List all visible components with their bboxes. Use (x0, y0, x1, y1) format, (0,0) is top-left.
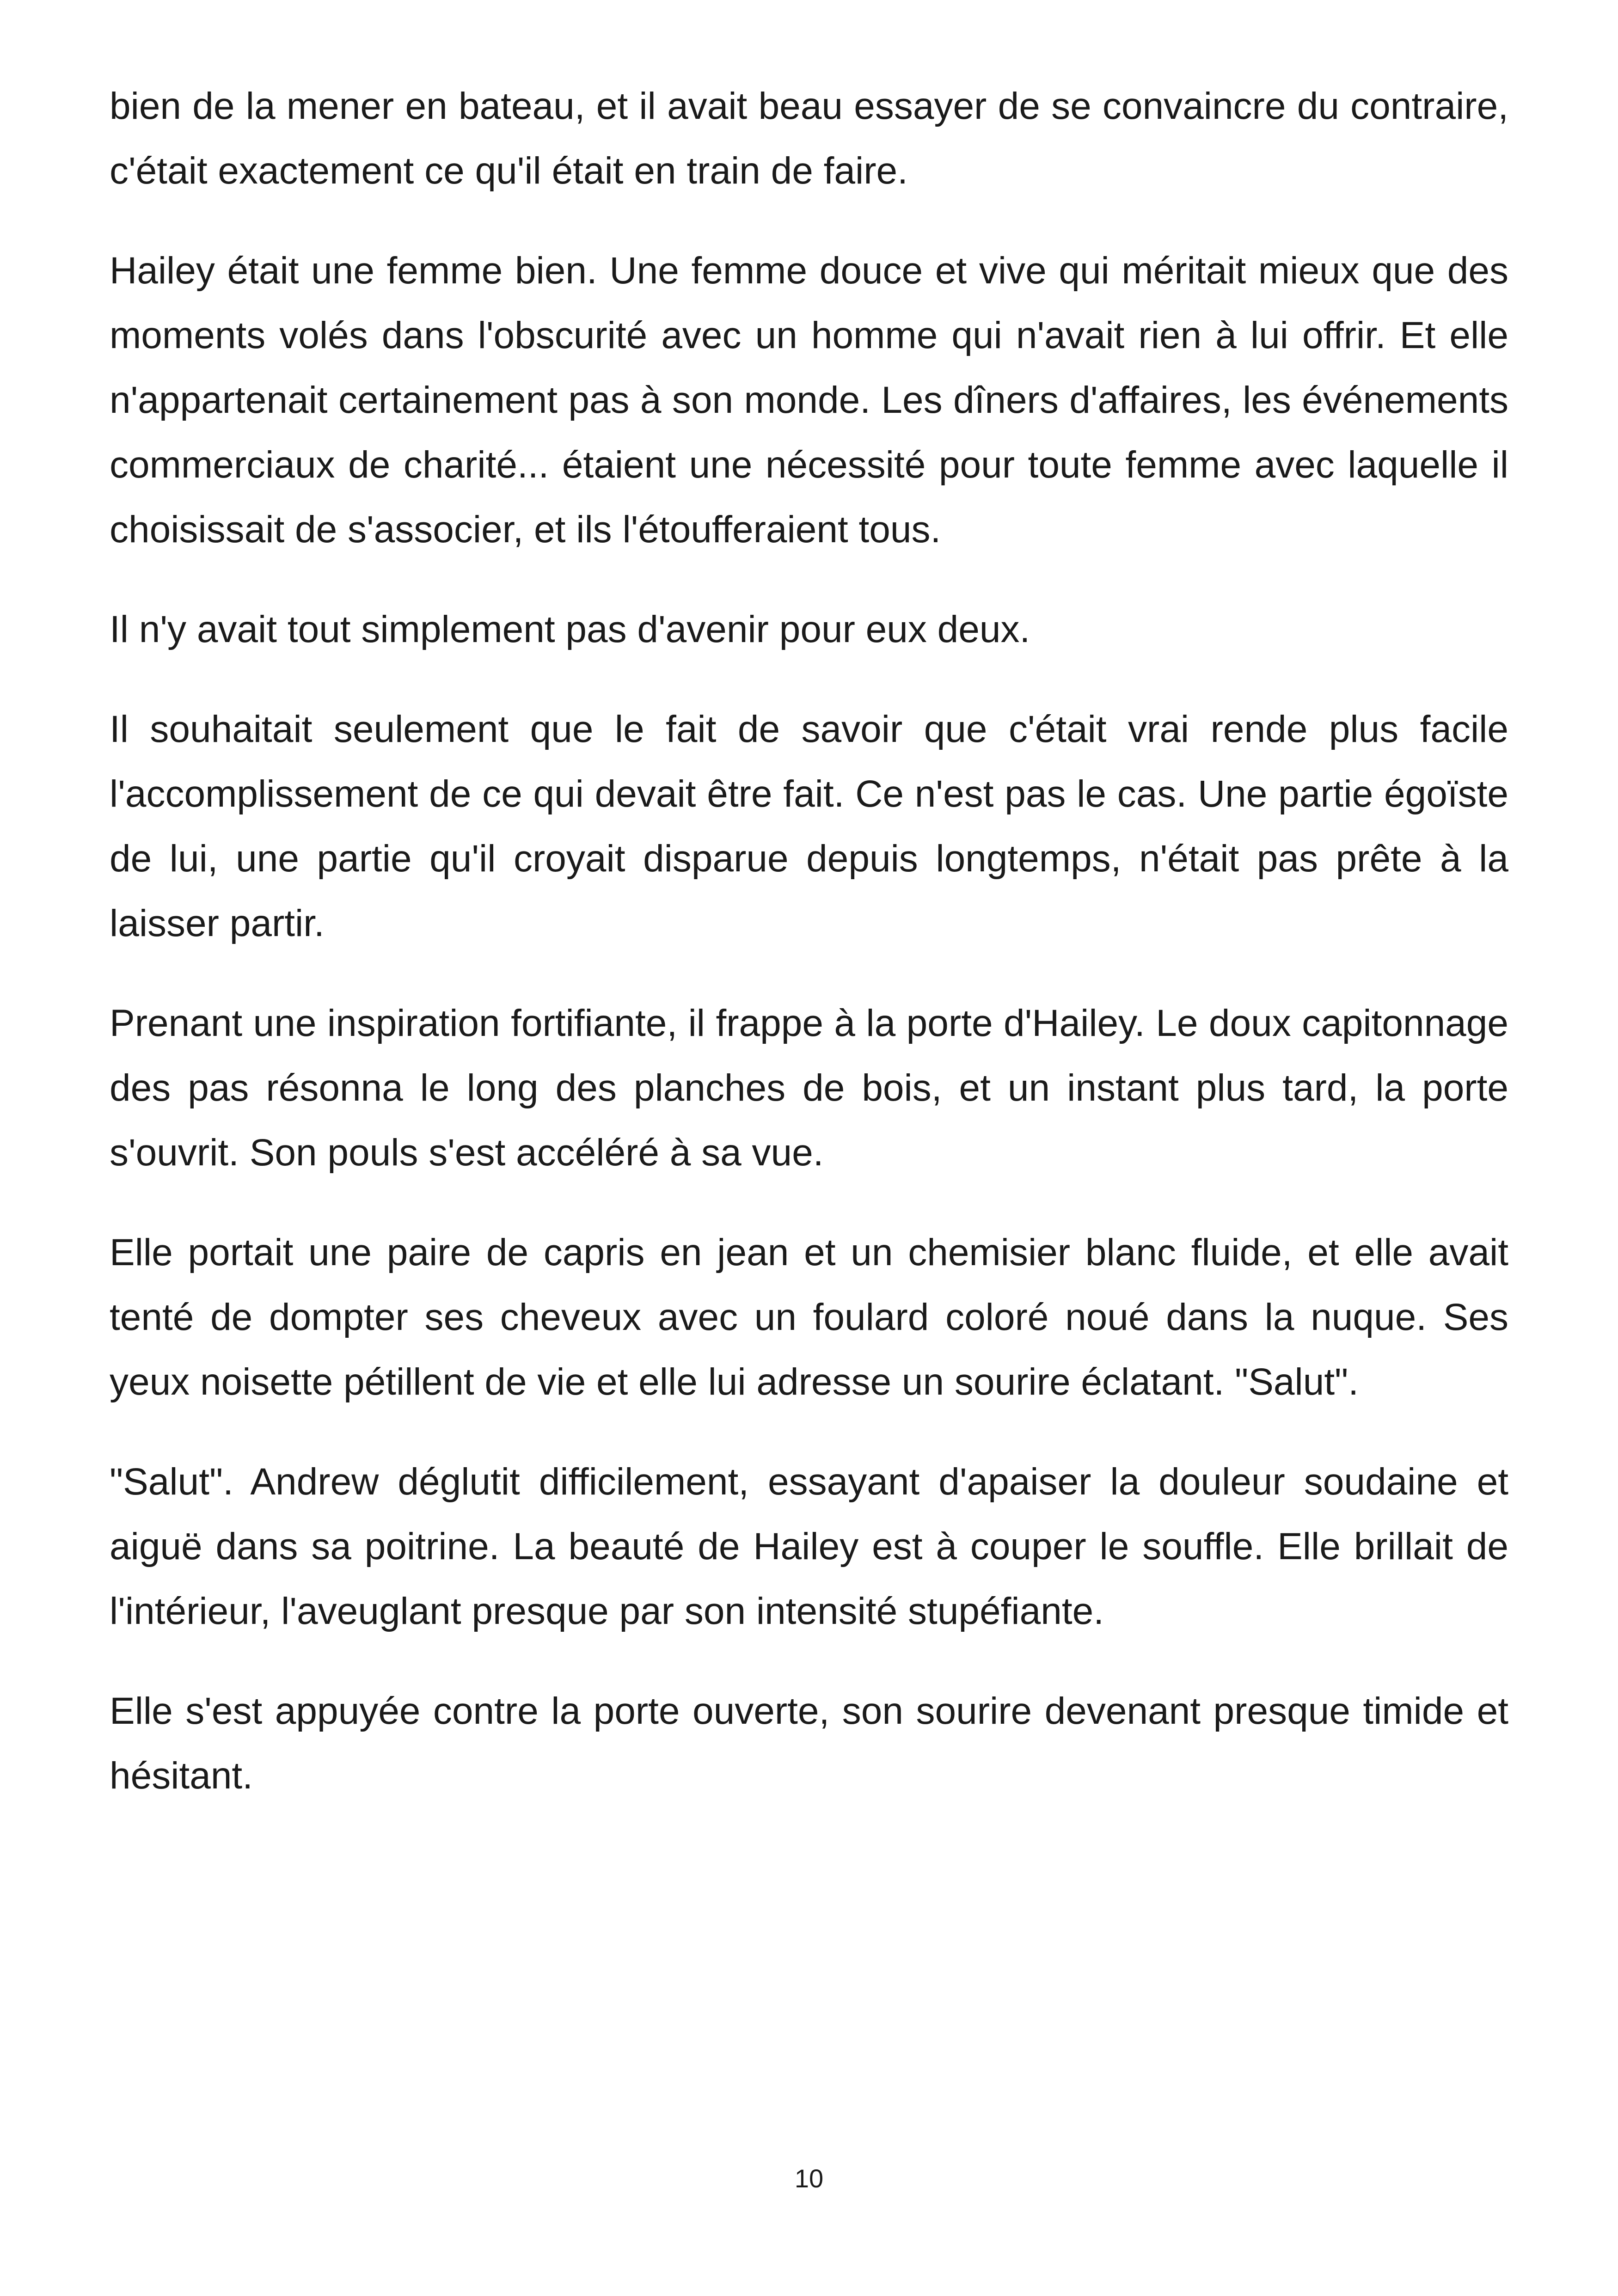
paragraph: bien de la mener en bateau, et il avait beau essayer de se convaincre du contraire, c'était exactement ce qu'il était en train de faire. (110, 85, 1508, 192)
paragraph: "Salut". Andrew déglutit difficilement, essayant d'apaiser la douleur soudaine et aiguë dans sa poitrine. La beauté de Hailey est à couper le souffle. Elle brillait de l'intérieur, l'aveuglant presque par son intensité stupéfiante. (110, 1461, 1508, 1632)
paragraph: Il souhaitait seulement que le fait de savoir que c'était vrai rende plus facile l'accomplissement de ce qui devait être fait. Ce n'est pas le cas. Une partie égoïste de lui, une partie qu'il croyait disparue depuis longtemps, n'était pas prête à la laisser partir. (110, 708, 1508, 944)
paragraph: Hailey était une femme bien. Une femme douce et vive qui méritait mieux que des moments volés dans l'obscurité avec un homme qui n'avait rien à lui offrir. Et elle n'appartenait certainement pas à son monde. Les dîners d'affaires, les événements commerciaux de charité... étaient une nécessité pour toute femme avec laquelle il choisissait de s'associer, et ils l'étoufferaient tous. (110, 250, 1508, 551)
paragraph: Prenant une inspiration fortifiante, il frappe à la porte d'Hailey. Le doux capitonnage des pas résonna le long des planches de bois, et un instant plus tard, la porte s'ouvrit. Son pouls s'est accéléré à sa vue. (110, 1002, 1508, 1174)
paragraph: Il n'y avait tout simplement pas d'avenir pour eux deux. (110, 608, 1030, 650)
paragraph: Elle portait une paire de capris en jean et un chemisier blanc fluide, et elle avait tenté de dompter ses cheveux avec un foulard coloré noué dans la nuque. Ses yeux noisette pétillent de vie et elle lui adresse un sourire éclatant. "Salut". (110, 1231, 1508, 1403)
paragraph: Elle s'est appuyée contre la porte ouverte, son sourire devenant presque timide et hésitant. (110, 1690, 1508, 1797)
page-number: 10 (794, 2164, 824, 2193)
body-text (110, 74, 1508, 1843)
